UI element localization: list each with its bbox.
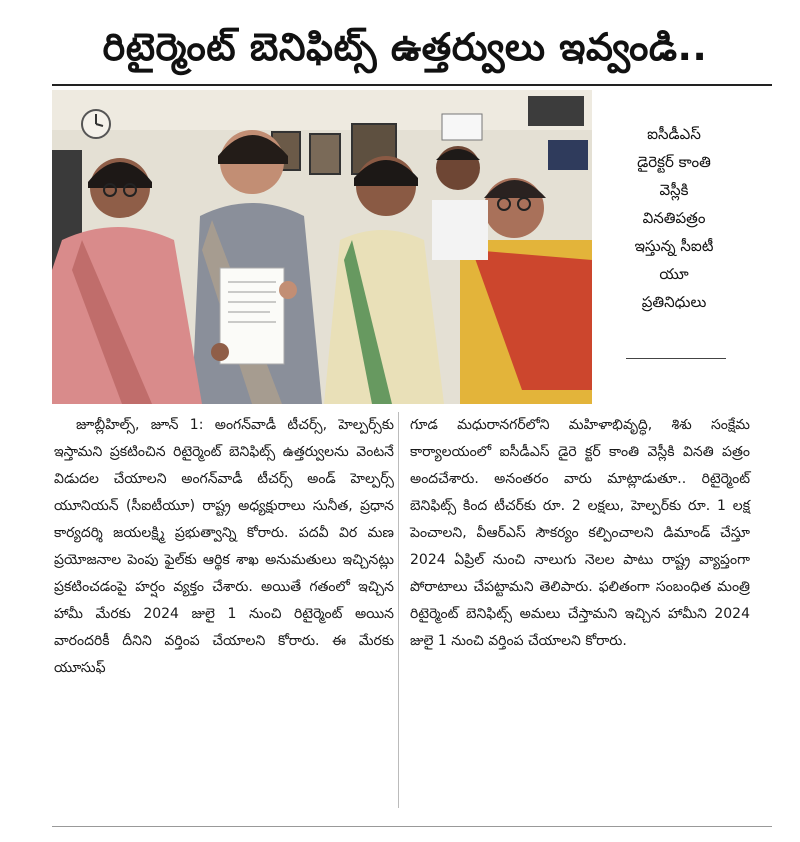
caption-underline — [626, 358, 726, 359]
column-divider — [398, 412, 399, 808]
caption-line: వెస్లీకి — [659, 181, 689, 199]
body-column-left: జూబ్లీహిల్స్, జూన్ 1: అంగన్‌వాడీ టీచర్స్, హెల్పర్స్‌కు ఇస్తామని ప్రకటించిన రిటైర్మెంట్ బెనిఫిట్స్ ఉత్తర్వులను వెంటనే విడుదల చేయాలని అంగన్‌వాడీ టీచర్స్ అండ్ హెల్పర్స్ యూనియన్ (సీఐటీయూ) రాష్ట్ర అధ్యక్షురాలు సునీత, ప్రధాన కార్యదర్శి జయలక్ష్మి ప్రభుత్వాన్ని కోరారు. పదవీ విర మణ ప్రయోజనాల పెంపు ఫైల్‌కు ఆర్థిక శాఖ అనుమతులు ఇచ్చినట్లు ప్రకటించడంపై హర్షం వ్యక్తం చేశారు. అయితే గతంలో ఇచ్చిన హామీ మేరకు 2024 జులై 1 నుంచి రిటైర్మెంట్ అయిన వారందరికీ దీనిని వర్తింప చేయాలని కోరారు. ఈ మేరకు యూసుఫ్ — [54, 417, 394, 676]
caption-line: ప్రతినిధులు — [641, 293, 707, 311]
photo-caption — [604, 120, 744, 316]
headline-rule — [52, 84, 772, 86]
headline: రిటైర్మెంట్ బెనిఫిట్స్ ఉత్తర్వులు ఇవ్వండి.. — [102, 25, 708, 69]
bottom-rule — [52, 826, 772, 827]
news-photo — [52, 90, 592, 404]
caption-line: వినతిపత్రం — [642, 209, 706, 227]
caption-line: డైరెక్టర్ కాంతి — [637, 153, 711, 171]
body-column-right: గూడ మధురానగర్‌లోని మహిళాభివృద్ధి, శిశు సంక్షేమ కార్యాలయంలో ఐసీడీఎస్ డైరె క్టర్ కాంతి వెస్లీకి వినతి పత్రం అందచేశారు. అనంతరం వారు మాట్లాడుతూ.. రిటైర్మెంట్ బెనిఫిట్స్ కింద టీచర్‌కు రూ. 2 లక్షలు, హెల్పర్‌కు రూ. 1 లక్ష పెంచాలని, వీఆర్ఎస్ సౌకర్యం కల్పించాలని డిమాండ్ చేస్తూ 2024 ఏప్రిల్ నుంచి నాలుగు నెలల పాటు రాష్ట్ర వ్యాప్తంగా పోరాటాలు చేపట్టామని తెలిపారు. ఫలితంగా సంబంధిత మంత్రి రిటైర్మెంట్ బెనిఫిట్స్ అమలు చేస్తామని ఇచ్చిన హామీని 2024 జులై 1 నుంచి వర్తింప చేయాలని కోరారు. — [410, 417, 750, 649]
group-photo-illustration — [52, 90, 592, 404]
caption-line: ఇస్తున్న సీఐటీ — [634, 237, 714, 255]
caption-line: ఐసీడీఎస్ — [647, 125, 701, 143]
caption-line: యూ — [659, 265, 689, 283]
